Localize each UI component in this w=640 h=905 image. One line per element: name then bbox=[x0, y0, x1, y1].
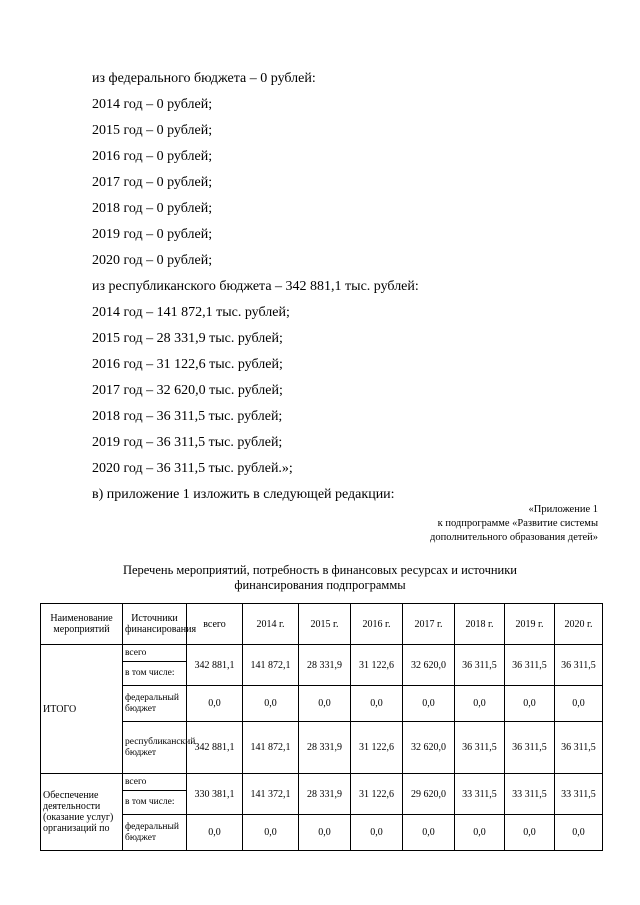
body-line: 2014 год – 0 рублей; bbox=[92, 97, 213, 112]
value-cell: 0,0 bbox=[455, 815, 505, 851]
value-cell: 0,0 bbox=[187, 686, 243, 722]
body-line: 2017 год – 0 рублей; bbox=[92, 175, 213, 190]
table-header-row bbox=[41, 604, 603, 645]
header-cell: 2019 г. bbox=[505, 604, 555, 645]
body-line: 2018 год – 36 311,5 тыс. рублей; bbox=[92, 409, 283, 424]
value-cell: 28 331,9 bbox=[299, 645, 351, 686]
value-cell: 0,0 bbox=[299, 686, 351, 722]
source-cell: в том числе: bbox=[123, 791, 187, 815]
source-cell: республиканский бюджет bbox=[123, 722, 187, 774]
table-row bbox=[41, 815, 603, 851]
body-line: 2015 год – 0 рублей; bbox=[92, 123, 213, 138]
body-line: 2016 год – 0 рублей; bbox=[92, 149, 213, 164]
value-cell: 0,0 bbox=[299, 815, 351, 851]
header-cell: Источники финансирования bbox=[123, 604, 187, 645]
value-cell: 330 381,1 bbox=[187, 774, 243, 815]
value-cell: 36 311,5 bbox=[455, 722, 505, 774]
table-row bbox=[41, 645, 603, 662]
activity-name-cell: Обеспечение деятельности (оказание услуг) организаций по bbox=[41, 774, 123, 851]
source-cell: всего bbox=[123, 774, 187, 791]
source-cell: всего bbox=[123, 645, 187, 662]
header-cell: 2020 г. bbox=[555, 604, 603, 645]
table-row bbox=[41, 722, 603, 774]
value-cell: 141 872,1 bbox=[243, 722, 299, 774]
value-cell: 141 372,1 bbox=[243, 774, 299, 815]
appendix-header bbox=[430, 503, 598, 545]
value-cell: 0,0 bbox=[455, 686, 505, 722]
value-cell: 36 311,5 bbox=[505, 722, 555, 774]
header-cell: всего bbox=[187, 604, 243, 645]
source-cell: в том числе: bbox=[123, 662, 187, 686]
value-cell: 342 881,1 bbox=[187, 645, 243, 686]
value-cell: 29 620,0 bbox=[403, 774, 455, 815]
value-cell: 0,0 bbox=[505, 815, 555, 851]
value-cell: 342 881,1 bbox=[187, 722, 243, 774]
source-cell: федеральный бюджет bbox=[123, 686, 187, 722]
body-line: в) приложение 1 изложить в следующей редакции: bbox=[92, 487, 395, 502]
value-cell: 33 311,5 bbox=[505, 774, 555, 815]
header-cell: 2014 г. bbox=[243, 604, 299, 645]
table-title bbox=[40, 563, 600, 593]
activity-name-cell: ИТОГО bbox=[41, 645, 123, 774]
source-cell: федеральный бюджет bbox=[123, 815, 187, 851]
value-cell: 0,0 bbox=[351, 686, 403, 722]
value-cell: 32 620,0 bbox=[403, 645, 455, 686]
value-cell: 0,0 bbox=[403, 686, 455, 722]
value-cell: 33 311,5 bbox=[555, 774, 603, 815]
table-title-line: Перечень мероприятий, потребность в финансовых ресурсах и источники bbox=[122, 563, 517, 577]
value-cell: 36 311,5 bbox=[505, 645, 555, 686]
table-row bbox=[41, 686, 603, 722]
header-cell: 2018 г. bbox=[455, 604, 505, 645]
body-line: 2020 год – 36 311,5 тыс. рублей.»; bbox=[92, 461, 293, 476]
body-line: 2019 год – 0 рублей; bbox=[92, 227, 213, 242]
header-cell: Наименование мероприятий bbox=[41, 604, 123, 645]
body-line: 2015 год – 28 331,9 тыс. рублей; bbox=[92, 331, 283, 346]
table-title-line: финансирования подпрограммы bbox=[234, 578, 406, 592]
body-line: 2016 год – 31 122,6 тыс. рублей; bbox=[92, 357, 283, 372]
appendix-line: к подпрограмме «Развитие системы bbox=[437, 518, 598, 529]
body-line: 2014 год – 141 872,1 тыс. рублей; bbox=[92, 305, 290, 320]
value-cell: 141 872,1 bbox=[243, 645, 299, 686]
header-cell: 2016 г. bbox=[351, 604, 403, 645]
value-cell: 0,0 bbox=[555, 815, 603, 851]
body-line: 2019 год – 36 311,5 тыс. рублей; bbox=[92, 435, 283, 450]
value-cell: 0,0 bbox=[187, 815, 243, 851]
value-cell: 32 620,0 bbox=[403, 722, 455, 774]
funding-table bbox=[40, 603, 603, 851]
body-line: 2017 год – 32 620,0 тыс. рублей; bbox=[92, 383, 283, 398]
value-cell: 0,0 bbox=[555, 686, 603, 722]
body-line: 2020 год – 0 рублей; bbox=[92, 253, 213, 268]
value-cell: 0,0 bbox=[243, 815, 299, 851]
value-cell: 0,0 bbox=[505, 686, 555, 722]
value-cell: 0,0 bbox=[243, 686, 299, 722]
header-cell: 2017 г. bbox=[403, 604, 455, 645]
value-cell: 0,0 bbox=[403, 815, 455, 851]
header-cell: 2015 г. bbox=[299, 604, 351, 645]
appendix-line: дополнительного образования детей» bbox=[430, 532, 598, 543]
value-cell: 36 311,5 bbox=[555, 722, 603, 774]
table-body bbox=[41, 645, 603, 851]
body-line: 2018 год – 0 рублей; bbox=[92, 201, 213, 216]
value-cell: 28 331,9 bbox=[299, 722, 351, 774]
table-row bbox=[41, 774, 603, 791]
body-line: из федерального бюджета – 0 рублей: bbox=[92, 71, 316, 86]
value-cell: 0,0 bbox=[351, 815, 403, 851]
value-cell: 31 122,6 bbox=[351, 774, 403, 815]
value-cell: 36 311,5 bbox=[555, 645, 603, 686]
appendix-line: «Приложение 1 bbox=[528, 504, 598, 515]
value-cell: 33 311,5 bbox=[455, 774, 505, 815]
value-cell: 31 122,6 bbox=[351, 645, 403, 686]
body-line: из республиканского бюджета – 342 881,1 тыс. рублей: bbox=[92, 279, 419, 294]
body-text bbox=[92, 66, 612, 508]
value-cell: 36 311,5 bbox=[455, 645, 505, 686]
value-cell: 28 331,9 bbox=[299, 774, 351, 815]
value-cell: 31 122,6 bbox=[351, 722, 403, 774]
